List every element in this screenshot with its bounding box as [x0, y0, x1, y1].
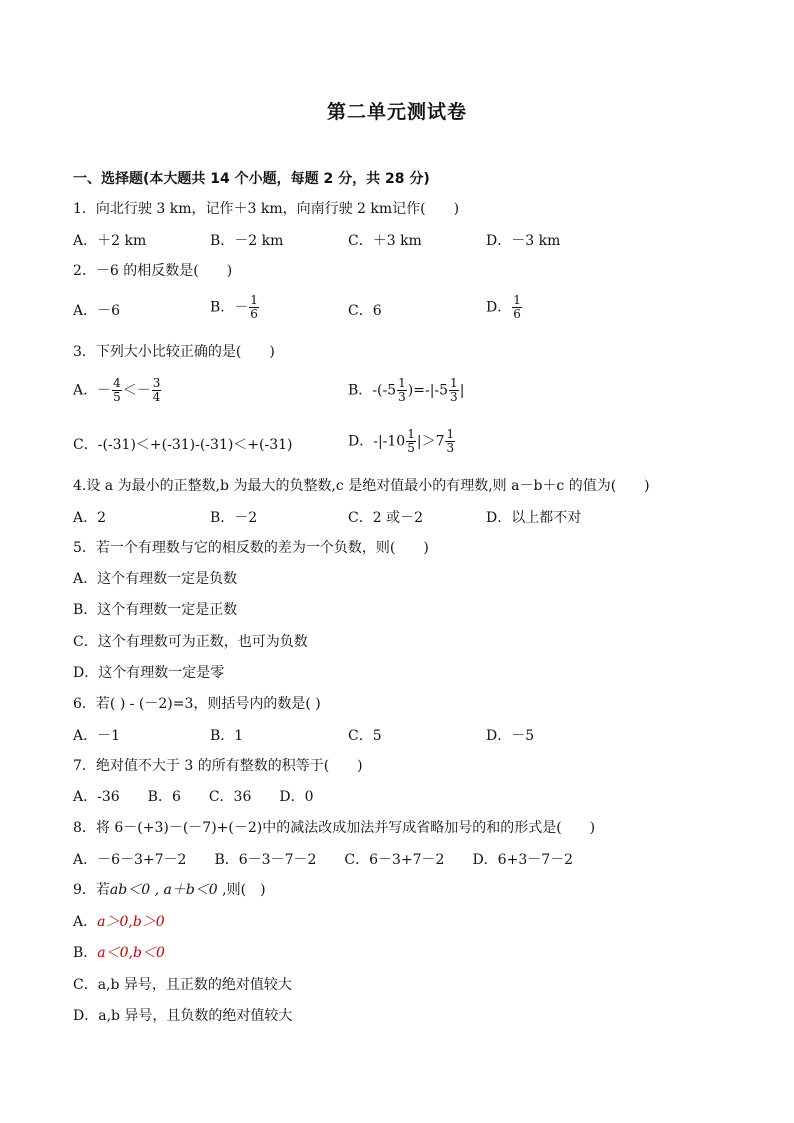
question-1-option-b: B．－2 km: [210, 233, 284, 249]
question-1-option-d: D．－3 km: [486, 233, 561, 249]
question-9-stem: 9．若ab＜0 , a＋b＜0 ,则( ): [73, 882, 266, 898]
question-9-option-a: A．a＞0,b＞0: [73, 914, 165, 930]
question-9-option-b: B．a＜0,b＜0: [73, 945, 165, 961]
question-6-stem: 6．若( ) - (－2)=3，则括号内的数是( ): [73, 696, 321, 712]
question-9-option-c: C．a,b 异号，且正数的绝对值较大: [73, 977, 292, 993]
question-4-option-b: B．－2: [210, 510, 258, 526]
question-9-option-d: D．a,b 异号，且负数的绝对值较大: [73, 1008, 293, 1024]
question-5-option-b: B．这个有理数一定是正数: [73, 602, 238, 618]
question-4-option-a: A．2: [73, 510, 107, 526]
question-2-option-c: C．6: [348, 303, 382, 319]
question-2-option-a: A．－6: [73, 303, 121, 319]
fraction: $\frac{1}{6}$: [250, 293, 258, 321]
question-3-option-d: D．-|-10 $\frac{1}{5}$ |＞7 $\frac{1}{3}$: [348, 427, 455, 455]
question-4-option-c: C．2 或－2: [348, 510, 423, 526]
question-1-stem: 1．向北行驶 3 km，记作＋3 km，向南行驶 2 km记作( ): [73, 201, 460, 217]
question-2-stem: 2．－6 的相反数是( ): [73, 263, 233, 279]
question-3-option-a: A．－ $\frac{4}{5}$ ＜－ $\frac{3}{4}$: [73, 376, 161, 404]
question-5-option-a: A．这个有理数一定是负数: [73, 571, 238, 587]
fraction: $\frac{1}{3}$: [446, 427, 455, 455]
question-4-stem: 4.设 a 为最小的正整数,b 为最大的负整数,c 是绝对值最小的有理数,则 a－b＋c 的值为( ): [73, 478, 650, 494]
question-4-option-d: D．以上都不对: [486, 510, 582, 526]
fraction: $\frac{1}{5}$: [407, 427, 415, 455]
fraction: $\frac{4}{5}$: [113, 376, 121, 404]
question-2-option-b: B．－ $\frac{1}{6}$: [210, 293, 258, 321]
fraction: $\frac{1}{6}$: [513, 293, 521, 321]
question-6-option-b: B．1: [210, 728, 244, 744]
question-7-options: A．-36 B．6 C．36 D．0: [73, 789, 314, 805]
question-2-option-d: D． $\frac{1}{6}$: [486, 293, 521, 321]
question-6-option-c: C．5: [348, 728, 382, 744]
question-1-option-c: C．＋3 km: [348, 233, 422, 249]
question-5-stem: 5．若一个有理数与它的相反数的差为一个负数，则( ): [73, 540, 429, 556]
question-6-option-a: A．－1: [73, 728, 121, 744]
fraction: $\frac{1}{3}$: [450, 376, 458, 404]
fraction: $\frac{1}{3}$: [398, 376, 406, 404]
question-8-stem: 8．将 6－(+3)－(－7)+(－2)中的减法改成加法并写成省略加号的和的形式是( ): [73, 820, 596, 836]
question-7-stem: 7．绝对值不大于 3 的所有整数的积等于( ): [73, 758, 363, 774]
question-3-option-b: B．-(-5 $\frac{1}{3}$ )=-|-5 $\frac{1}{3}$ |: [348, 376, 465, 404]
question-6-option-d: D．－5: [486, 728, 535, 744]
fraction: $\frac{3}{4}$: [152, 376, 161, 404]
question-3-option-c: C．-(-31)＜+(-31)-(-31)＜+(-31): [73, 437, 293, 453]
section-heading: 一、选择题(本大题共 14 个小题，每题 2 分，共 28 分): [73, 171, 430, 187]
question-3-stem: 3．下列大小比较正确的是( ): [73, 344, 275, 360]
question-5-option-c: C．这个有理数可为正数，也可为负数: [73, 634, 308, 650]
question-5-option-d: D．这个有理数一定是零: [73, 665, 225, 681]
question-8-options: A．－6－3+7－2 B．6－3－7－2 C．6－3+7－2 D．6+3－7－2: [73, 852, 574, 868]
question-1-option-a: A．＋2 km: [73, 233, 147, 249]
page-title: 第二单元测试卷: [326, 101, 467, 123]
